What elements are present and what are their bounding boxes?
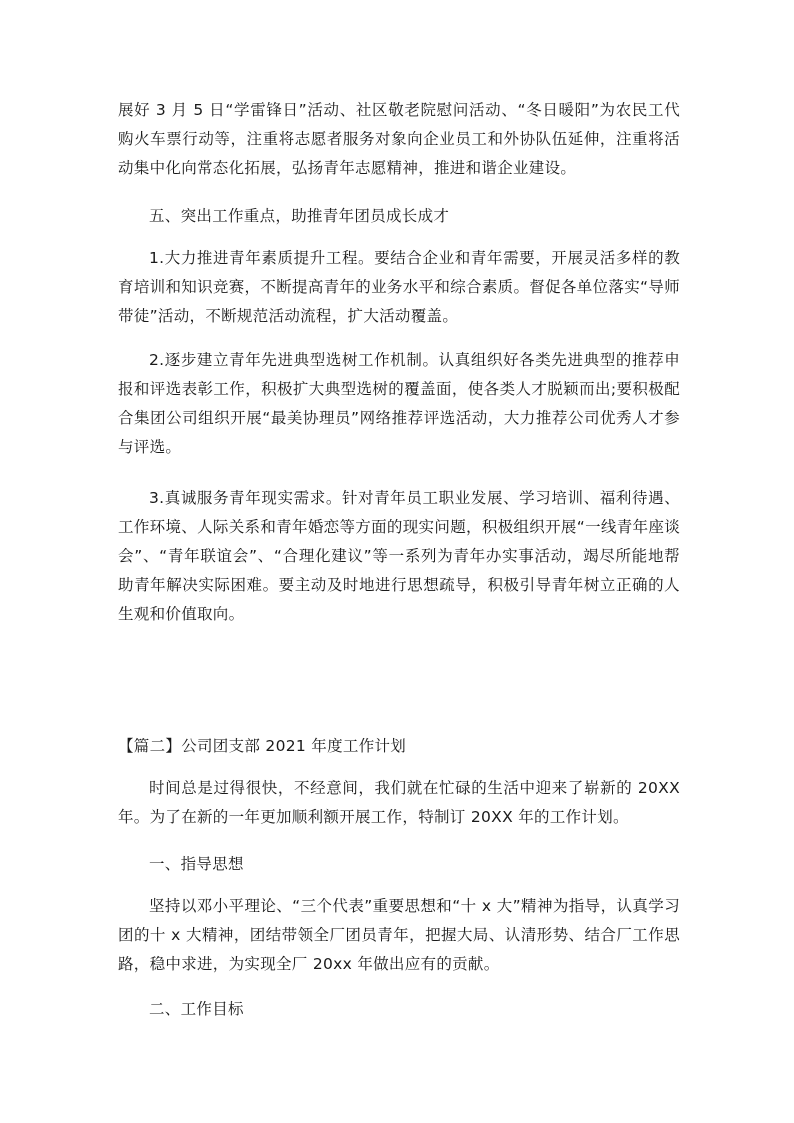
paragraph-intro: 时间总是过得很快，不经意间，我们就在忙碌的生活中迎来了崭新的 20XX 年。为了在新的一年更加顺利额开展工作，特制订 20XX 年的工作计划。 (118, 779, 680, 826)
heading-section-five: 五、突出工作重点，助推青年团员成长成才 (149, 207, 450, 225)
heading-work-goals: 二、工作目标 (149, 1000, 244, 1018)
heading-guiding-ideology: 一、指导思想 (149, 855, 244, 873)
paragraph-guiding-ideology: 坚持以邓小平理论、“三个代表”重要思想和“十 x 大”精神为指导，认真学习团的十 x 大精神，团结带领全厂团员青年，把握大局、认清形势、结合厂工作思路，稳中求进，为实现全厂 20xx 年做出应有的贡献。 (118, 897, 680, 973)
paragraph-item-3: 3.真诚服务青年现实需求。针对青年员工职业发展、学习培训、福利待遇、工作环境、人际关系和青年婚恋等方面的现实问题，积极组织开展“一线青年座谈会”、“青年联谊会”、“合理化建议”等一系列为青年办实事活动，竭尽所能地帮助青年解决实际困难。要主动及时地进行思想疏导，积极引导青年树立正确的人生观和价值取向。 (118, 489, 680, 623)
paragraph-volunteer-activities: 展好 3 月 5 日“学雷锋日”活动、社区敬老院慰问活动、“冬日暖阳”为农民工代购火车票行动等，注重将志愿者服务对象向企业员工和外协队伍延伸，注重将活动集中化向常态化拓展，弘扬青年志愿精神，推进和谐企业建设。 (118, 101, 680, 177)
paragraph-item-1: 1.大力推进青年素质提升工程。要结合企业和青年需要，开展灵活多样的教育培训和知识竞赛，不断提高青年的业务水平和综合素质。督促各单位落实“导师带徒”活动，不断规范活动流程，扩大活动覆盖。 (118, 249, 680, 325)
section-title: 【篇二】公司团支部 2021 年度工作计划 (118, 737, 407, 755)
paragraph-item-2: 2.逐步建立青年先进典型选树工作机制。认真组织好各类先进典型的推荐申报和评选表彰工作，积极扩大典型选树的覆盖面，使各类人才脱颖而出;要积极配合集团公司组织开展“最美协理员”网络推荐评选活动，大力推荐公司优秀人才参与评选。 (118, 351, 680, 456)
